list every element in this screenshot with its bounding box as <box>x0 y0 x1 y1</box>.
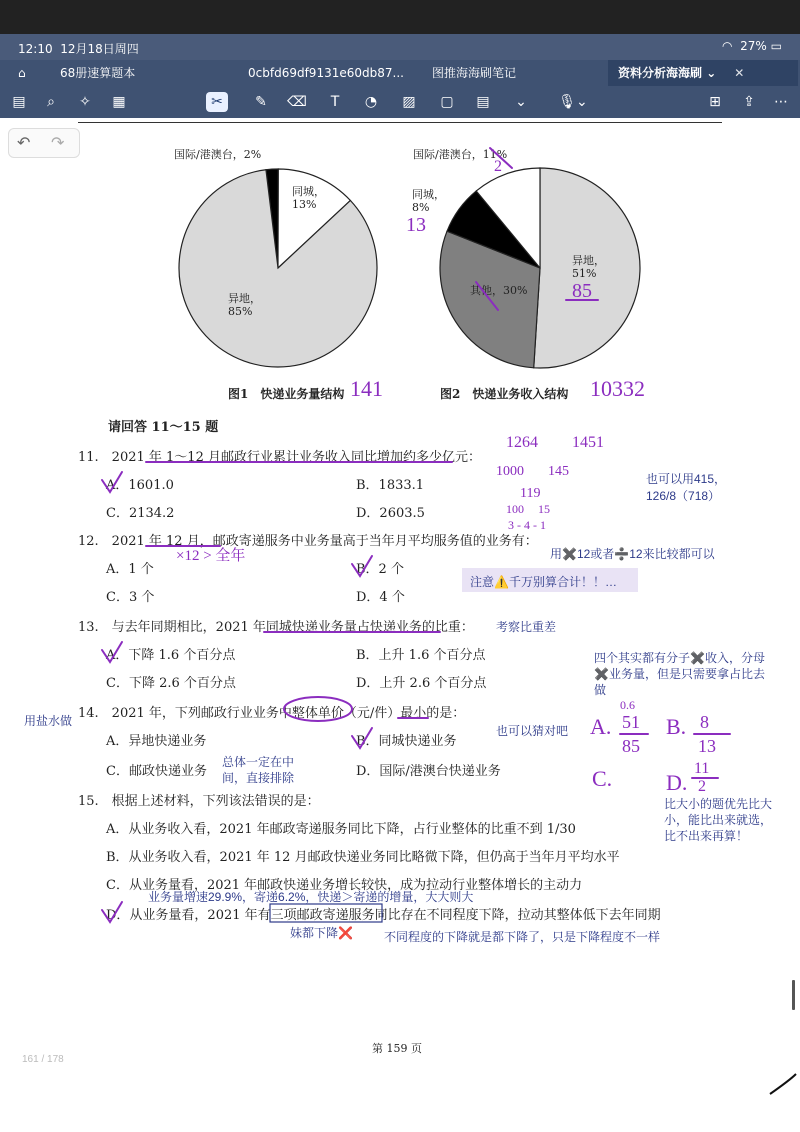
hand-1264: 1264 <box>506 434 538 451</box>
battery-icon: ▭ <box>770 39 782 53</box>
note-guess: 也可以猜对吧 <box>496 724 569 738</box>
q15-opt-d: D．从业务量看，2021 年有三项邮政寄递服务同比存在不同程度下降，拉动其整体低下去年同期 <box>106 908 661 923</box>
q14-opt-d: D．国际/港澳台快递业务 <box>356 764 501 779</box>
tab-3[interactable]: 图推海海刷笔记 <box>432 66 517 80</box>
sidebar-icon[interactable]: ▤ <box>12 94 26 110</box>
search-icon[interactable]: ⌕ <box>47 94 55 110</box>
hand-frac-d-num: 11 <box>694 760 710 777</box>
note-exclude: 总体一定在中间，直接排除 <box>222 755 295 785</box>
note-growth: 业务量增速29.9%，寄递6.2%，快递＞寄递的增量，大大则大 <box>148 890 474 904</box>
q13-opt-d: D．上升 2.6 个百分点 <box>356 676 487 691</box>
hand-frac-b-den: 13 <box>698 736 716 756</box>
q11-stem: 11. 2021 年 1～12 月邮政行业累计业务收入同比增加约多少亿元： <box>78 450 481 465</box>
note-126: 126/8（718） <box>646 489 721 503</box>
note-all-down: 妹都下降❌ <box>290 926 353 940</box>
pie1-label-other: 异地， 85% <box>228 292 261 318</box>
hand-frac-d: D. <box>666 770 688 795</box>
redo-icon[interactable]: ↷ <box>51 133 65 152</box>
q11-opt-b: B．1833.1 <box>356 478 425 493</box>
lasso-icon[interactable]: ✂ <box>206 92 228 112</box>
hand-1451: 1451 <box>572 434 604 451</box>
sticky-icon[interactable]: ▢ <box>440 94 454 110</box>
q12-opt-b: B．2 个 <box>356 562 404 577</box>
q12-opt-a: A．1 个 <box>106 562 154 577</box>
q12-opt-c: C．3 个 <box>106 590 155 605</box>
doc-icon[interactable]: ▦ <box>112 94 126 110</box>
add-page-icon[interactable]: ⊞ <box>709 94 721 110</box>
note-numerator: 四个其实都有分子✖️收入，分母✖️业务量，但是只需要拿占比去做 <box>594 651 765 697</box>
pie2-label-intl: 国际/港澳台，11% <box>413 148 508 161</box>
q13-stem: 13. 与去年同期相比，2021 年同城快递业务量占快递业务的比重： <box>78 620 474 635</box>
intro-line: 请回答 11～15 题 <box>108 420 219 435</box>
pie1-caption: 图1 快递业务量结构 <box>228 387 345 401</box>
q14-stem: 14. 2021 年，下列邮政行业业务中整体单价（元/件）最小的是： <box>78 706 466 721</box>
battery-percent: 27% <box>740 39 767 53</box>
hand-frac-a-num: 51 <box>622 712 640 732</box>
q13-opt-b: B．上升 1.6 个百分点 <box>356 648 486 663</box>
note-415: 也可以用415， <box>646 472 727 486</box>
note-saltwater: 用盐水做 <box>24 714 73 728</box>
q13-opt-c: C．下降 2.6 个百分点 <box>106 676 236 691</box>
hand-15: 15 <box>538 502 550 516</box>
q14-opt-b: B．同城快递业务 <box>356 734 457 749</box>
tab-2[interactable]: 0cbfd69df9131e60db87... <box>248 66 404 80</box>
page-indicator[interactable]: 161 / 178 <box>22 1054 64 1065</box>
hand-frac-c: C. <box>592 766 613 791</box>
pie2-label-city: 同城， 8% <box>412 188 445 214</box>
pie1-label-city: 同城， 13% <box>292 185 325 211</box>
hand-pie1: 141 <box>350 376 383 401</box>
q12-opt-d: D．4 个 <box>356 590 405 605</box>
q15-opt-b: B．从业务收入看，2021 年 12 月邮政快递业务同比略微下降，但仍高于当年月平均水平 <box>106 850 620 865</box>
home-icon[interactable]: ⌂ <box>18 66 26 80</box>
q11-opt-d: D．2603.5 <box>356 506 425 521</box>
q15-opt-c: C．从业务量看，2021 年邮政快递业务增长较快，成为拉动行业整体增长的主动力 <box>106 878 583 893</box>
hand-pie2-city: 13 <box>406 214 426 236</box>
hand-145: 145 <box>548 464 569 479</box>
q11-opt-a: A．1601.0 <box>106 478 174 493</box>
note-ratio-diff: 考察比重差 <box>496 620 557 634</box>
hand-1000: 1000 <box>496 464 524 479</box>
hand-frac-b-num: 8 <box>700 712 709 732</box>
undo-icon[interactable]: ↶ <box>17 133 31 152</box>
q15-opt-a: A．从业务收入看，2021 年邮政寄递服务同比下降，占行业整体的比重不到 1/30 <box>106 822 576 837</box>
hand-pie2-intl: 2 <box>494 158 502 175</box>
magic-icon[interactable]: ✧ <box>79 94 91 110</box>
more-dots-icon[interactable]: ⋯ <box>774 94 788 110</box>
pie-chart-2 <box>440 168 640 368</box>
hand-frac-d-den: 2 <box>698 778 706 795</box>
text-icon[interactable]: T <box>330 94 340 110</box>
hand-frac-a: A. <box>590 714 612 739</box>
hand-x12: ×12 > 全年 <box>176 548 246 564</box>
hand-pie2-other: 85 <box>572 280 592 302</box>
tab-4-active[interactable]: 资料分析海海刷 ⌄ ✕ <box>608 60 798 86</box>
q14-opt-a: A．异地快递业务 <box>106 734 207 749</box>
pie-charts <box>0 0 800 420</box>
image-icon[interactable]: ▨ <box>402 94 416 110</box>
pie2-label-other: 异地， 51% <box>572 254 605 280</box>
pie2-label-mid: 其他，30% <box>470 284 528 297</box>
note-compare-first: 比大小的题优先比大小，能比出来就选，比不出来再算！ <box>664 797 773 843</box>
eraser-icon[interactable]: ⌫ <box>287 94 307 110</box>
page-number: 第 159 页 <box>372 1042 422 1055</box>
status-time: 12:10 12月18日周四 <box>18 42 139 56</box>
share-icon[interactable]: ⇪ <box>743 94 755 110</box>
note-icon[interactable]: ▤ <box>476 94 490 110</box>
note-degree: 不同程度的下降就是都下降了，只是下降程度不一样 <box>384 930 661 944</box>
pie-chart-1 <box>179 169 377 367</box>
note-warning: 注意⚠️千万别算合计！！… <box>470 575 617 589</box>
hand-100: 100 <box>506 502 524 516</box>
wifi-icon: ◠ <box>722 39 733 53</box>
pie2-caption: 图2 快递业务收入结构 <box>440 387 569 401</box>
note-compare: 用✖️12或者➗12来比较都可以 <box>550 547 715 561</box>
pen-icon[interactable]: ✎ <box>255 94 267 110</box>
hand-341: 3 - 4 - 1 <box>508 518 546 532</box>
hand-pie2: 10332 <box>590 376 645 401</box>
hand-frac-b: B. <box>666 714 687 739</box>
hand-frac-a-s: 0.6 <box>620 698 635 712</box>
hand-119: 119 <box>520 486 541 501</box>
mic-icon[interactable]: 🎙⌄ <box>558 94 588 110</box>
q11-opt-c: C．2134.2 <box>106 506 175 521</box>
tab-1[interactable]: 68册速算题本 <box>60 66 136 80</box>
pie1-label-intl: 国际/港澳台，2% <box>174 148 262 161</box>
q13-opt-a: A．下降 1.6 个百分点 <box>106 648 236 663</box>
close-icon[interactable]: ✕ <box>734 66 745 80</box>
hand-frac-a-den: 85 <box>622 736 640 756</box>
more-icon[interactable]: ⌄ <box>515 94 527 110</box>
q12-stem: 12. 2021 年 12 月，邮政寄递服务中业务量高于当年月平均服务值的业务有： <box>78 534 538 549</box>
shape-icon[interactable]: ◔ <box>364 94 378 110</box>
q15-stem: 15. 根据上述材料，下列该法错误的是： <box>78 794 320 809</box>
q14-opt-c: C．邮政快递业务 <box>106 764 207 779</box>
